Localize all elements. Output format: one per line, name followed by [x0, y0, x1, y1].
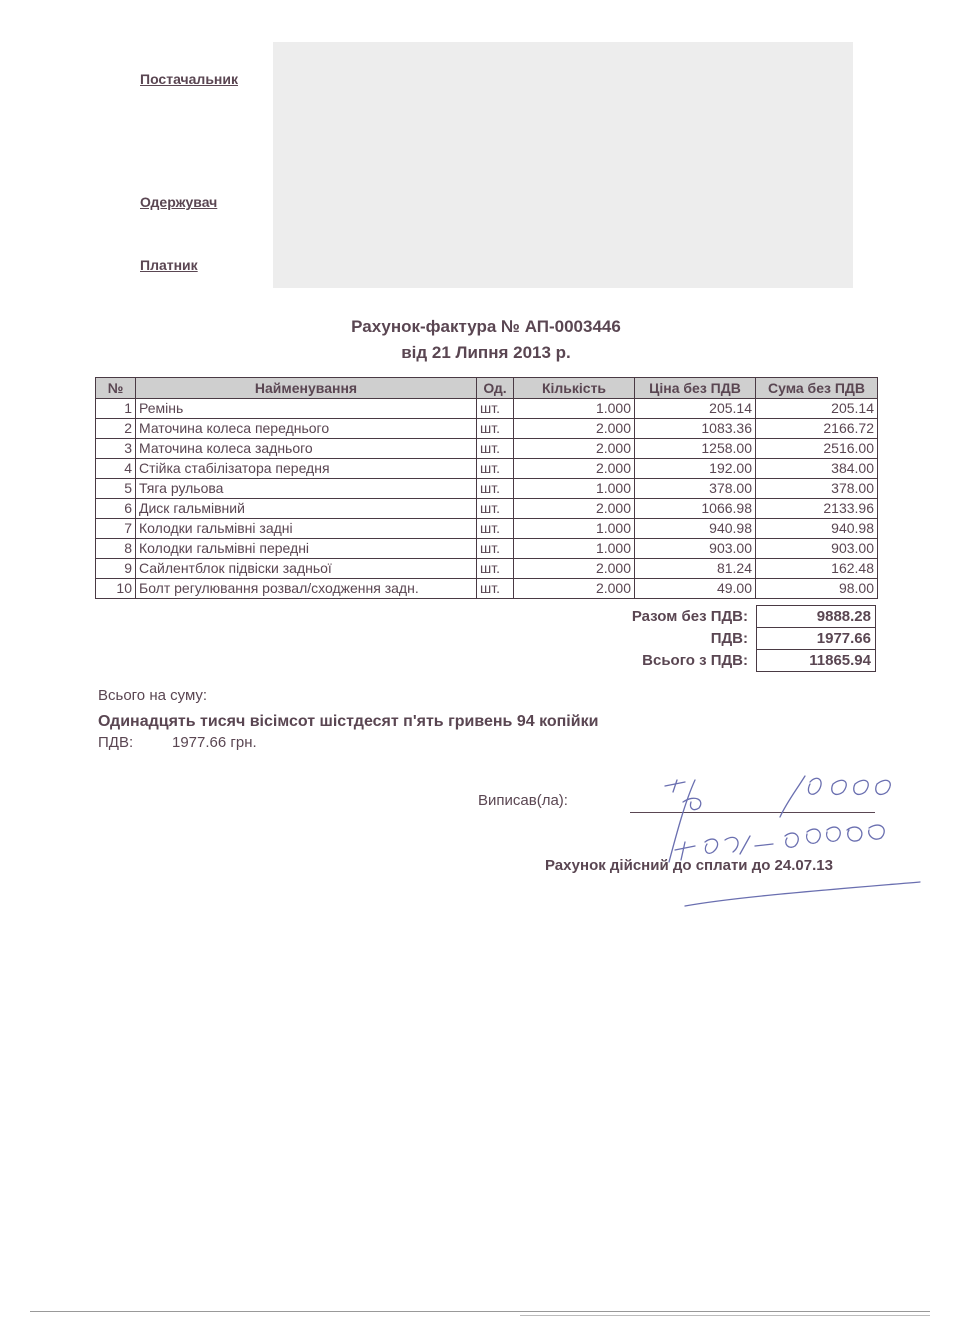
row-quantity: 1.000	[514, 519, 635, 539]
row-price: 1258.00	[635, 439, 756, 459]
total-row	[560, 650, 876, 672]
row-quantity: 2.000	[514, 459, 635, 479]
row-number: 10	[96, 579, 136, 599]
total-label: Всього з ПДВ:	[642, 652, 748, 669]
row-name: Стійка стабілізатора передня	[136, 459, 477, 479]
vat-summary-amount: 1977.66 грн.	[172, 734, 257, 751]
row-sum: 384.00	[756, 459, 878, 479]
issued-by-label: Виписав(ла):	[478, 792, 568, 809]
row-price: 205.14	[635, 399, 756, 419]
table-row	[96, 439, 878, 459]
row-name: Диск гальмівний	[136, 499, 477, 519]
row-number: 8	[96, 539, 136, 559]
validity-note: Рахунок дійсний до сплати до 24.07.13	[545, 857, 833, 874]
row-sum: 940.98	[756, 519, 878, 539]
redacted-party-details	[273, 42, 853, 288]
totals-block	[560, 605, 876, 672]
sum-label: Всього на суму:	[98, 687, 208, 704]
subtotal-label: Разом без ПДВ:	[631, 608, 748, 625]
table-row	[96, 539, 878, 559]
row-name: Колодки гальмівні передні	[136, 539, 477, 559]
row-unit: шт.	[477, 499, 514, 519]
row-unit: шт.	[477, 459, 514, 479]
row-name: Маточина колеса заднього	[136, 439, 477, 459]
header-name: Найменування	[136, 378, 477, 399]
recipient-label: Одержувач	[140, 194, 218, 210]
invoice-date: від 21 Липня 2013 р.	[401, 343, 571, 362]
row-price: 1066.98	[635, 499, 756, 519]
row-number: 7	[96, 519, 136, 539]
row-quantity: 2.000	[514, 559, 635, 579]
vat-label: ПДВ:	[710, 630, 748, 647]
row-sum: 2166.72	[756, 419, 878, 439]
header-quantity: Кількість	[514, 378, 635, 399]
table-row	[96, 519, 878, 539]
row-number: 4	[96, 459, 136, 479]
vat-row	[560, 628, 876, 650]
header-number: №	[96, 378, 136, 399]
row-quantity: 2.000	[514, 439, 635, 459]
supplier-label: Постачальник	[140, 71, 238, 87]
row-name: Маточина колеса переднього	[136, 419, 477, 439]
row-unit: шт.	[477, 479, 514, 499]
table-row	[96, 479, 878, 499]
subtotal-row	[560, 606, 876, 628]
row-unit: шт.	[477, 399, 514, 419]
row-sum: 2516.00	[756, 439, 878, 459]
table-row	[96, 579, 878, 599]
row-quantity: 1.000	[514, 399, 635, 419]
row-sum: 2133.96	[756, 499, 878, 519]
row-number: 5	[96, 479, 136, 499]
row-name: Тяга рульова	[136, 479, 477, 499]
invoice-title: Рахунок-фактура № АП-0003446	[351, 317, 621, 336]
row-sum: 205.14	[756, 399, 878, 419]
subtotal-value: 9888.28	[757, 606, 876, 628]
row-sum: 378.00	[756, 479, 878, 499]
row-unit: шт.	[477, 559, 514, 579]
row-unit: шт.	[477, 579, 514, 599]
table-row	[96, 459, 878, 479]
sum-in-words: Одинадцять тисяч вісімсот шістдесят п'ять гривень 94 копійки	[98, 713, 599, 730]
scan-edge-line-secondary	[520, 1315, 930, 1316]
row-number: 9	[96, 559, 136, 579]
row-unit: шт.	[477, 539, 514, 559]
row-quantity: 2.000	[514, 419, 635, 439]
handwritten-notes	[655, 772, 925, 892]
header-unit: Од.	[477, 378, 514, 399]
table-header-row	[96, 378, 878, 399]
scan-edge-line	[30, 1311, 930, 1312]
row-unit: шт.	[477, 439, 514, 459]
handwriting-drawing	[655, 772, 925, 907]
row-price: 49.00	[635, 579, 756, 599]
row-sum: 162.48	[756, 559, 878, 579]
row-sum: 98.00	[756, 579, 878, 599]
row-number: 2	[96, 419, 136, 439]
row-price: 940.98	[635, 519, 756, 539]
items-table	[95, 377, 878, 599]
table-row	[96, 499, 878, 519]
row-name: Колодки гальмівні задні	[136, 519, 477, 539]
row-number: 6	[96, 499, 136, 519]
vat-summary-label: ПДВ:	[98, 734, 134, 751]
row-quantity: 2.000	[514, 579, 635, 599]
payer-label: Платник	[140, 257, 198, 273]
row-price: 192.00	[635, 459, 756, 479]
table-row	[96, 399, 878, 419]
row-price: 81.24	[635, 559, 756, 579]
row-price: 903.00	[635, 539, 756, 559]
row-quantity: 2.000	[514, 499, 635, 519]
row-number: 3	[96, 439, 136, 459]
row-number: 1	[96, 399, 136, 419]
row-unit: шт.	[477, 519, 514, 539]
row-quantity: 1.000	[514, 539, 635, 559]
row-price: 1083.36	[635, 419, 756, 439]
row-name: Ремінь	[136, 399, 477, 419]
row-name: Болт регулювання розвал/сходження задн.	[136, 579, 477, 599]
table-row	[96, 419, 878, 439]
header-sum: Сума без ПДВ	[756, 378, 878, 399]
vat-value: 1977.66	[757, 628, 876, 650]
row-quantity: 1.000	[514, 479, 635, 499]
header-price: Ціна без ПДВ	[635, 378, 756, 399]
row-unit: шт.	[477, 419, 514, 439]
total-value: 11865.94	[757, 650, 876, 672]
row-name: Сайлентблок підвіски задньої	[136, 559, 477, 579]
row-price: 378.00	[635, 479, 756, 499]
row-sum: 903.00	[756, 539, 878, 559]
table-row	[96, 559, 878, 579]
